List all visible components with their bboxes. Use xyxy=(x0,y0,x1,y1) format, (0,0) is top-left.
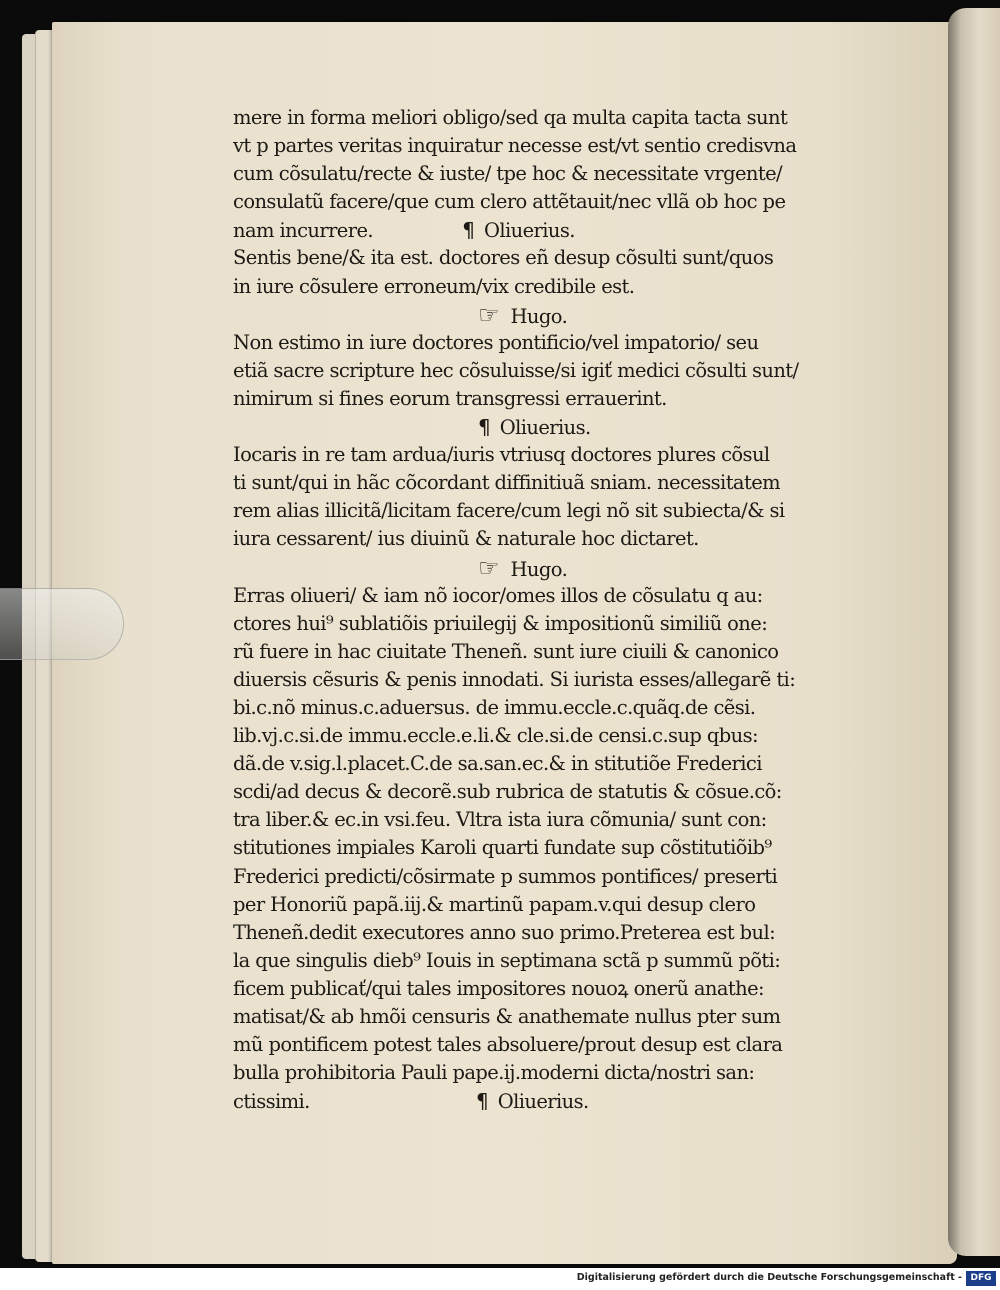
text-line: in iure cõsulere erroneum/vix credibile est. xyxy=(233,274,635,298)
dfg-logo: DFG xyxy=(966,1271,996,1286)
digitization-credit: Digitalisierung gefördert durch die Deutsche Forschungsgemeinschaft - xyxy=(576,1272,962,1283)
text-line: per Honoriũ papã.iij.& martinũ papam.v.qui desup clero xyxy=(233,892,756,916)
speaker-name: Oliuerius. xyxy=(483,219,575,243)
text-line: bi.c.nõ minus.c.aduersus. de immu.eccle.c.quãq.de cẽsi. xyxy=(233,695,756,719)
speaker-name: Hugo. xyxy=(510,304,568,328)
text-line-with-speaker xyxy=(233,216,873,244)
text-line: Frederici predicti/cõsirmate p summos pontifices/ preserti xyxy=(233,864,778,888)
text-line: Sentis bene/& ita est. doctores eñ desup cõsulti sunt/quos xyxy=(233,246,774,270)
pointing-hand-icon: ☞ xyxy=(478,553,499,582)
text-line-with-speaker xyxy=(233,1087,873,1115)
page-text xyxy=(233,104,873,1115)
text-line: consulatũ facere/que cum clero attẽtauit/nec vllã ob hoc pe xyxy=(233,190,786,214)
text-fragment: ctissimi. xyxy=(233,1090,310,1114)
text-line: cum cõsulatu/recte & iuste/ tpe hoc & necessitate vrgente/ xyxy=(233,162,783,186)
text-line: mũ pontificem potest tales absoluere/prout desup est clara xyxy=(233,1033,783,1057)
text-line: matisat/& ab hmõi censuris & anathemate nullus pter sum xyxy=(233,1005,781,1028)
speaker-line xyxy=(233,554,873,582)
text-line: diuersis cẽsuris & penis innodati. Si iurista esses/allegarẽ ti: xyxy=(233,667,796,691)
text-line: rũ fuere in hac ciuitate Theneñ. sunt iure ciuili & canonico xyxy=(233,639,779,663)
pilcrow-icon: ¶ xyxy=(478,415,491,440)
text-line: iura cessarent/ ius diuinũ & naturale hoc dictaret. xyxy=(233,527,699,551)
facing-page-curl xyxy=(948,8,1000,1256)
pilcrow-icon: ¶ xyxy=(476,1089,489,1114)
text-line: la que singulis dieb⁹ Iouis in septimana sctã p summũ põti: xyxy=(233,948,781,972)
text-line: mere in forma meliori obligo/sed qa multa capita tacta sunt xyxy=(233,106,788,129)
book-clip xyxy=(0,588,124,660)
text-line: lib.vj.c.si.de immu.eccle.e.li.& cle.si.de censi.c.sup qbus: xyxy=(233,724,758,748)
text-line: Iocaris in re tam ardua/iuris vtriusq doctores plures cõsul xyxy=(233,443,770,467)
text-line: Erras oliueri/ & iam nõ iocor/omes illos de cõsulatu q au: xyxy=(233,583,763,607)
text-line: vt p partes veritas inquiratur necesse est/vt sentio credisvna xyxy=(233,134,797,158)
footer-bar xyxy=(0,1268,1000,1290)
text-line: rem alias illicitã/licitam facere/cum legi nõ sit subiecta/& si xyxy=(233,499,785,523)
text-line: nimirum si fines eorum transgressi errauerint. xyxy=(233,386,667,410)
text-line: ctores hui⁹ sublatiõis priuilegij & impositionũ similiũ one: xyxy=(233,611,768,635)
text-line: stitutiones impiales Karoli quarti fundate sup cõstitutiõib⁹ xyxy=(233,836,772,860)
text-line: etiã sacre scripture hec cõsuluisse/si igiť medici cõsulti sunt/ xyxy=(233,358,799,382)
speaker-name: Hugo. xyxy=(510,557,568,581)
text-fragment: nam incurrere. xyxy=(233,219,373,243)
text-line: Theneñ.dedit executores anno suo primo.Preterea est bul: xyxy=(233,920,776,944)
speaker-line xyxy=(233,413,873,441)
pointing-hand-icon: ☞ xyxy=(478,300,499,329)
text-line: dã.de v.sig.l.placet.C.de sa.san.ec.& in stitutiõe Frederici xyxy=(233,752,762,776)
text-line: ficem publicať/qui tales impositores nouoꝝ onerũ anathe: xyxy=(233,976,765,1000)
pilcrow-icon: ¶ xyxy=(462,218,475,243)
text-line: bulla prohibitoria Pauli pape.ij.moderni dicta/nostri san: xyxy=(233,1061,755,1085)
text-line: scdi/ad decus & decorẽ.sub rubrica de statutis & cõsue.cõ: xyxy=(233,780,782,804)
speaker-line xyxy=(233,301,873,329)
speaker-name: Oliuerius. xyxy=(499,416,591,440)
text-line: Non estimo in iure doctores pontificio/vel impatorio/ seu xyxy=(233,330,759,354)
text-line: ti sunt/qui in hãc cõcordant diffinitiuã sniam. necessitatem xyxy=(233,471,781,495)
text-line: tra liber.& ec.in vsi.feu. Vltra ista iura cõmunia/ sunt con: xyxy=(233,808,767,832)
speaker-name: Oliuerius. xyxy=(497,1090,589,1114)
